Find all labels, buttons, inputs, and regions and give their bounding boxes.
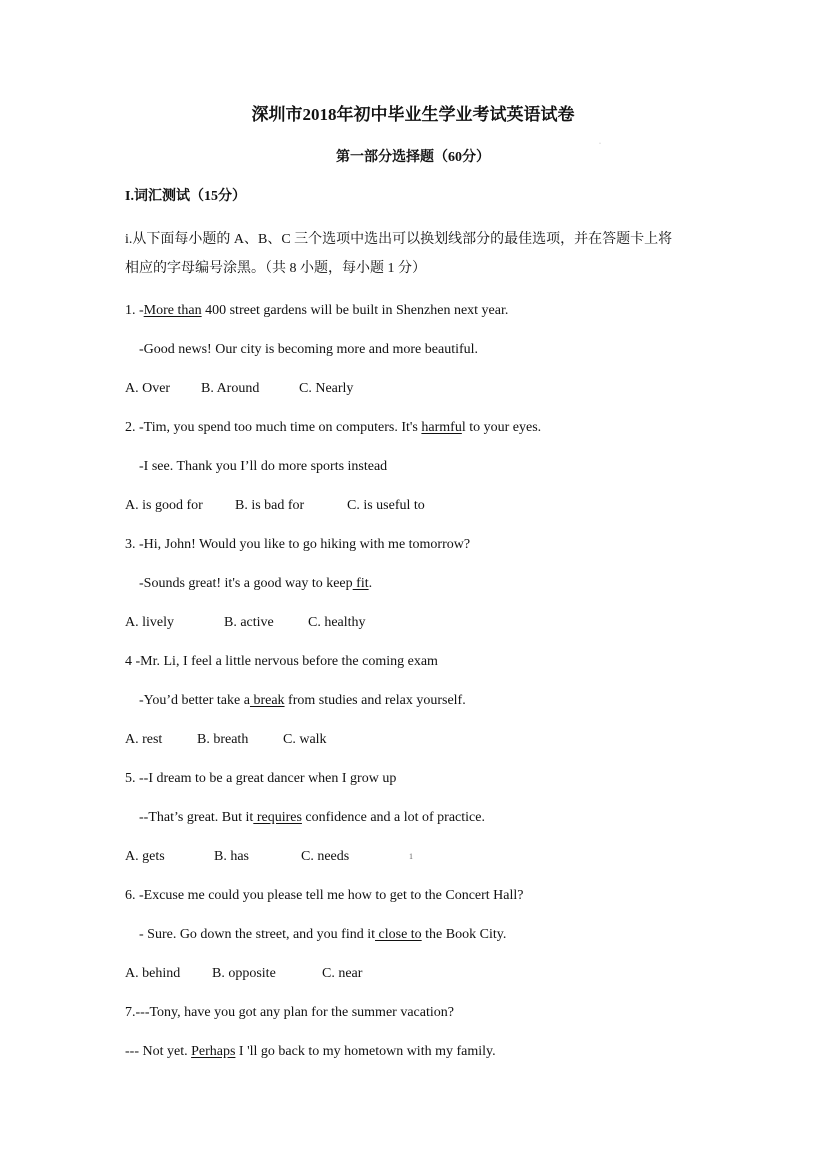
- option-a: A. rest: [125, 732, 163, 747]
- question-4-prompt: 4 -Mr. Li, I feel a little nervous before the coming exam: [125, 654, 438, 669]
- option-b: B. Around: [201, 381, 260, 396]
- underlined-phrase: fit: [352, 576, 369, 591]
- option-c: C. walk: [283, 732, 327, 747]
- option-a: A. behind: [125, 966, 181, 981]
- question-3-response: -Sounds great! it's a good way to keep fit.: [139, 576, 373, 591]
- section-heading: I.词汇测试（15分）: [125, 189, 246, 204]
- underlined-phrase: Perhaps: [191, 1044, 236, 1059]
- underlined-phrase: close to: [375, 927, 422, 942]
- question-2-prompt: 2. -Tim, you spend too much time on computers. It's harmful to your eyes.: [125, 420, 542, 435]
- option-c: C. Nearly: [299, 381, 354, 396]
- option-c: C. near: [322, 966, 363, 981]
- question-3-prompt: 3. -Hi, John! Would you like to go hiking with me tomorrow?: [125, 537, 471, 552]
- option-a: A. Over: [125, 381, 171, 396]
- underlined-phrase: break: [249, 693, 285, 708]
- underlined-phrase: More than: [143, 303, 202, 318]
- question-1-response: -Good news! Our city is becoming more and more beautiful.: [139, 342, 479, 357]
- option-c: C. healthy: [308, 615, 366, 630]
- option-a: A. is good for: [125, 498, 203, 513]
- underlined-phrase: requires: [253, 810, 302, 825]
- question-7-prompt: 7.---Tony, have you got any plan for the summer vacation?: [125, 1005, 454, 1020]
- question-7-response: --- Not yet. Perhaps I 'll go back to my hometown with my family.: [125, 1044, 496, 1059]
- question-2-options: [125, 497, 425, 515]
- question-6-prompt: 6. -Excuse me could you please tell me how to get to the Concert Hall?: [125, 888, 524, 903]
- option-a: A. lively: [125, 615, 174, 630]
- question-5-options: [125, 848, 349, 866]
- question-2-response: -I see. Thank you I’ll do more sports instead: [139, 459, 388, 474]
- option-b: B. breath: [197, 732, 249, 747]
- question-6-options: [125, 965, 362, 983]
- option-c: C. needs: [301, 849, 350, 864]
- question-5-response: --That’s great. But it requires confidence and a lot of practice.: [139, 810, 485, 825]
- stray-mark-mid: 1: [409, 852, 413, 861]
- option-a: A. gets: [125, 849, 165, 864]
- question-4-options: [125, 731, 327, 749]
- question-4-response: -You’d better take a break from studies and relax yourself.: [139, 693, 466, 708]
- question-6-response: - Sure. Go down the street, and you find it close to the Book City.: [139, 927, 507, 942]
- option-b: B. has: [214, 849, 249, 864]
- question-1-prompt: 1. -More than 400 street gardens will be built in Shenzhen next year.: [125, 303, 509, 318]
- underlined-phrase: harmfu: [421, 420, 462, 435]
- part-heading: 第一部分选择题（60分）: [336, 150, 490, 165]
- option-c: C. is useful to: [347, 498, 425, 513]
- question-5-prompt: 5. --I dream to be a great dancer when I grow up: [125, 771, 397, 786]
- instructions-line-1: i.从下面每小题的 A、B、C 三个选项中选出可以换划线部分的最佳选项，并在答题卡上将: [125, 232, 673, 247]
- stray-mark-top: ·: [599, 141, 601, 147]
- question-1-options: [125, 380, 353, 398]
- instructions-line-2: 相应的字母编号涂黑。（共 8 小题，每小题 1 分）: [125, 261, 426, 276]
- option-b: B. opposite: [212, 966, 276, 981]
- exam-title: 深圳市2018年初中毕业生学业考试英语试卷: [251, 105, 575, 124]
- option-b: B. is bad for: [235, 498, 305, 513]
- option-b: B. active: [224, 615, 274, 630]
- question-3-options: [125, 614, 366, 632]
